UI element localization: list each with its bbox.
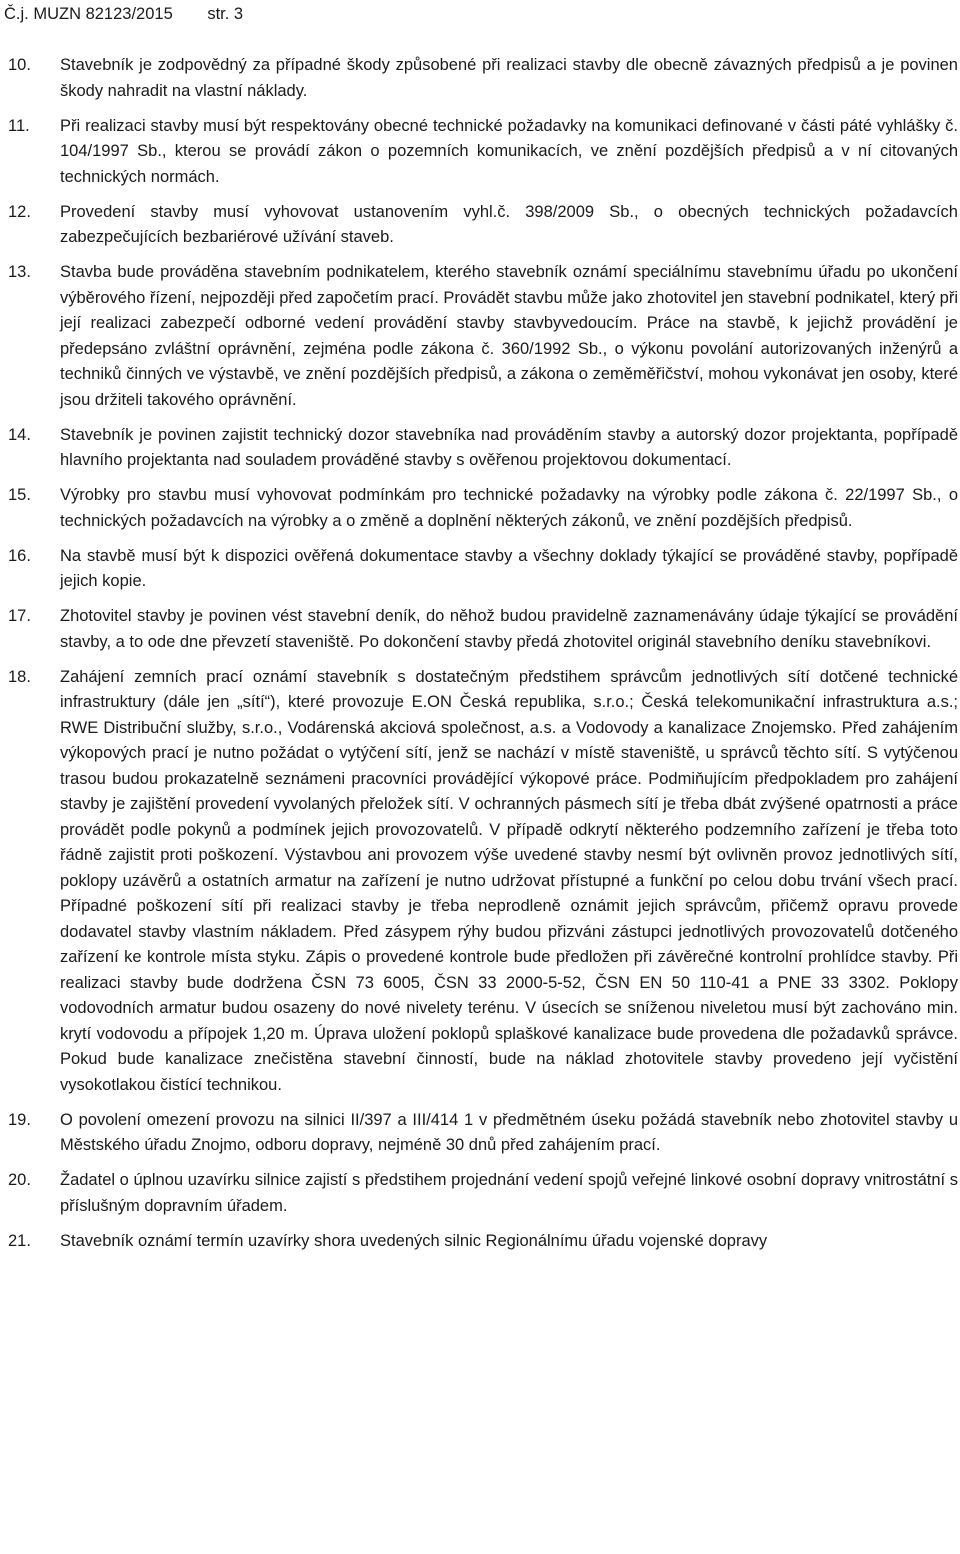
list-item: [0, 114, 958, 191]
list-item: [0, 483, 958, 534]
page-number: str. 3: [207, 5, 244, 23]
item-text: Stavebník je povinen zajistit technický dozor stavebníka nad prováděním stavby a autorský dozor projektanta, popřípadě hlavního projektanta nad souladem prováděné stavby s ověřenou projektovou dokumentací.: [60, 425, 958, 469]
item-number: 15.: [8, 486, 31, 504]
item-text: Žadatel o úplnou uzavírku silnice zajistí s předstihem projednání vedení spojů veřejné linkové osobní dopravy vnitrostátní s příslušným dopravním úřadem.: [60, 1171, 958, 1215]
item-text: Při realizaci stavby musí být respektovány obecné technické požadavky na komunikaci definované v části páté vyhlášky č. 104/1997 Sb., kterou se provádí zákon o pozemních komunikacích, ve znění pozdějších předpisů a v ní citovaných technických normách.: [60, 116, 958, 186]
item-number: 20.: [8, 1171, 31, 1189]
conditions-list: [0, 53, 958, 1264]
item-text: Stavebník oznámí termín uzavírky shora uvedených silnic Regionálnímu úřadu vojenské dopravy: [60, 1231, 768, 1250]
item-text: Provedení stavby musí vyhovovat ustanovením vyhl.č. 398/2009 Sb., o obecných technických požadavcích zabezpečujících bezbariérové užívání staveb.: [60, 202, 958, 246]
list-item: [0, 1108, 958, 1159]
item-text: Stavebník je zodpovědný za případné škody způsobené při realizaci stavby dle obecně závazných předpisů a je povinen škody nahradit na vlastní náklady.: [60, 56, 958, 100]
item-number: 14.: [8, 425, 31, 444]
item-text: Zahájení zemních prací oznámí stavebník s dostatečným předstihem správcům jednotlivých sítí dotčené technické infrastruktury (dále jen „sítí“), které provozuje E.ON Česká republika, s.r.o.; Česká telekomunikační infrastruktura a.s.; RWE Distribuční služby, s.r.o., Vodárenská akciová společnost, a.s. a Vodovody a kanalizace Znojemsko. Před zahájením výkopových prací je nutno požádat o vytýčení sítí, jenž se nachází v místě staveniště, u správců těchto sítí. S vytýčenou trasou budou prokazatelně seznámeni pracovníci provádějící výkopové práce. Podmiňujícím předpokladem pro zahájení stavby je zajištění provedení vyvolaných přeložek sítí. V ochranných pásmech sítí je třeba dbát zvýšené opatrnosti a práce provádět podle pokynů a podmínek jejich provozovatelů. V případě odkrytí některého podzemního zařízení je třeba toto řádně zajistit proti poškození. Výstavbou ani provozem výše uvedené stavby nesmí být ovlivněn provoz jednotlivých sítí, poklopy uzávěrů a ostatních armatur na zařízení je nutno udržovat přístupné a funkční po celou dobu trvání všech prací. Případné poškození sítí při realizaci stavby je třeba neprodleně oznámit jejich správcům, přičemž opravu provede dodavatel stavby vlastním nákladem. Před zásypem rýhy budou přizváni zástupci jednotlivých provozovatelů dotčeného zařízení ke kontrole místa styku. Zápis o provedené kontrole bude předložen při závěrečné kontrolní prohlídce stavby. Při realizaci stavby bude dodržena ČSN 73 6005, ČSN 33 2000-5-52, ČSN EN 50 110-41 a PNE 33 3302. Poklopy vodovodních armatur budou osazeny do nové nivelety terénu. V úsecích se sníženou niveletou musí být zachováno min. krytí vodovodu a přípojek 1,20 m. Úprava uložení poklopů splaškové kanalizace bude provedena dle požadavků správce. Pokud bude kanalizace znečistěna stavební činností, bude na náklad zhotovitele stavby provedeno její vyčistění vysokotlakou čistící technikou.: [60, 667, 958, 1094]
item-text: O povolení omezení provozu na silnici II/397 a III/414 1 v předmětném úseku požádá stavebník nebo zhotovitel stavby u Městského úřadu Znojmo, odboru dopravy, nejméně 30 dnů před zahájením prací.: [60, 1110, 958, 1154]
list-item: [0, 423, 958, 474]
item-number: 11.: [8, 116, 30, 135]
reference-number: Č.j. MUZN 82123/2015: [4, 5, 173, 23]
page-header: [4, 2, 243, 26]
list-item: [0, 53, 958, 104]
item-number: 13.: [8, 263, 31, 281]
item-number: 19.: [8, 1110, 31, 1129]
list-item: [0, 604, 958, 655]
item-number: 21.: [8, 1231, 31, 1250]
item-number: 17.: [8, 607, 31, 625]
list-item: [0, 544, 958, 595]
item-text: Stavba bude prováděna stavebním podnikatelem, kterého stavebník oznámí speciálnímu stavebnímu úřadu po ukončení výběrového řízení, nejpozději před započetím prací. Provádět stavbu může jako zhotovitel jen stavební podnikatel, který při její realizaci zabezpečí odborné vedení provádění stavby stavbyvedoucím. Práce na stavbě, k jejichž provádění je předepsáno zvláštní oprávnění, zejména podle zákona č. 360/1992 Sb., o výkonu povolání autorizovaných inženýrů a techniků činných ve výstavbě, ve znění pozdějších předpisů, a zákona o zeměměřičství, mohou vykonávat jen osoby, které jsou držiteli takového oprávnění.: [60, 263, 958, 409]
item-text: Na stavbě musí být k dispozici ověřená dokumentace stavby a všechny doklady týkající se prováděné stavby, popřípadě jejich kopie.: [60, 546, 958, 590]
item-text: Výrobky pro stavbu musí vyhovovat podmínkám pro technické požadavky na výrobky podle zákona č. 22/1997 Sb., o technických požadavcích na výrobky a o změně a doplnění některých zákonů, ve znění pozdějších předpisů.: [60, 486, 958, 530]
list-item: [0, 1168, 958, 1219]
item-number: 18.: [8, 667, 31, 686]
list-item: [0, 200, 958, 251]
item-number: 12.: [8, 202, 31, 221]
list-item: [0, 1229, 958, 1255]
item-number: 16.: [8, 546, 31, 565]
list-item: [0, 260, 958, 413]
list-item: [0, 665, 958, 1099]
item-number: 10.: [8, 56, 31, 74]
item-text: Zhotovitel stavby je povinen vést stavební deník, do něhož budou pravidelně zaznamenávány údaje týkající se provádění stavby, a to ode dne převzetí staveniště. Po dokončení stavby předá zhotovitel originál stavebního deníku stavebníkovi.: [60, 607, 958, 651]
